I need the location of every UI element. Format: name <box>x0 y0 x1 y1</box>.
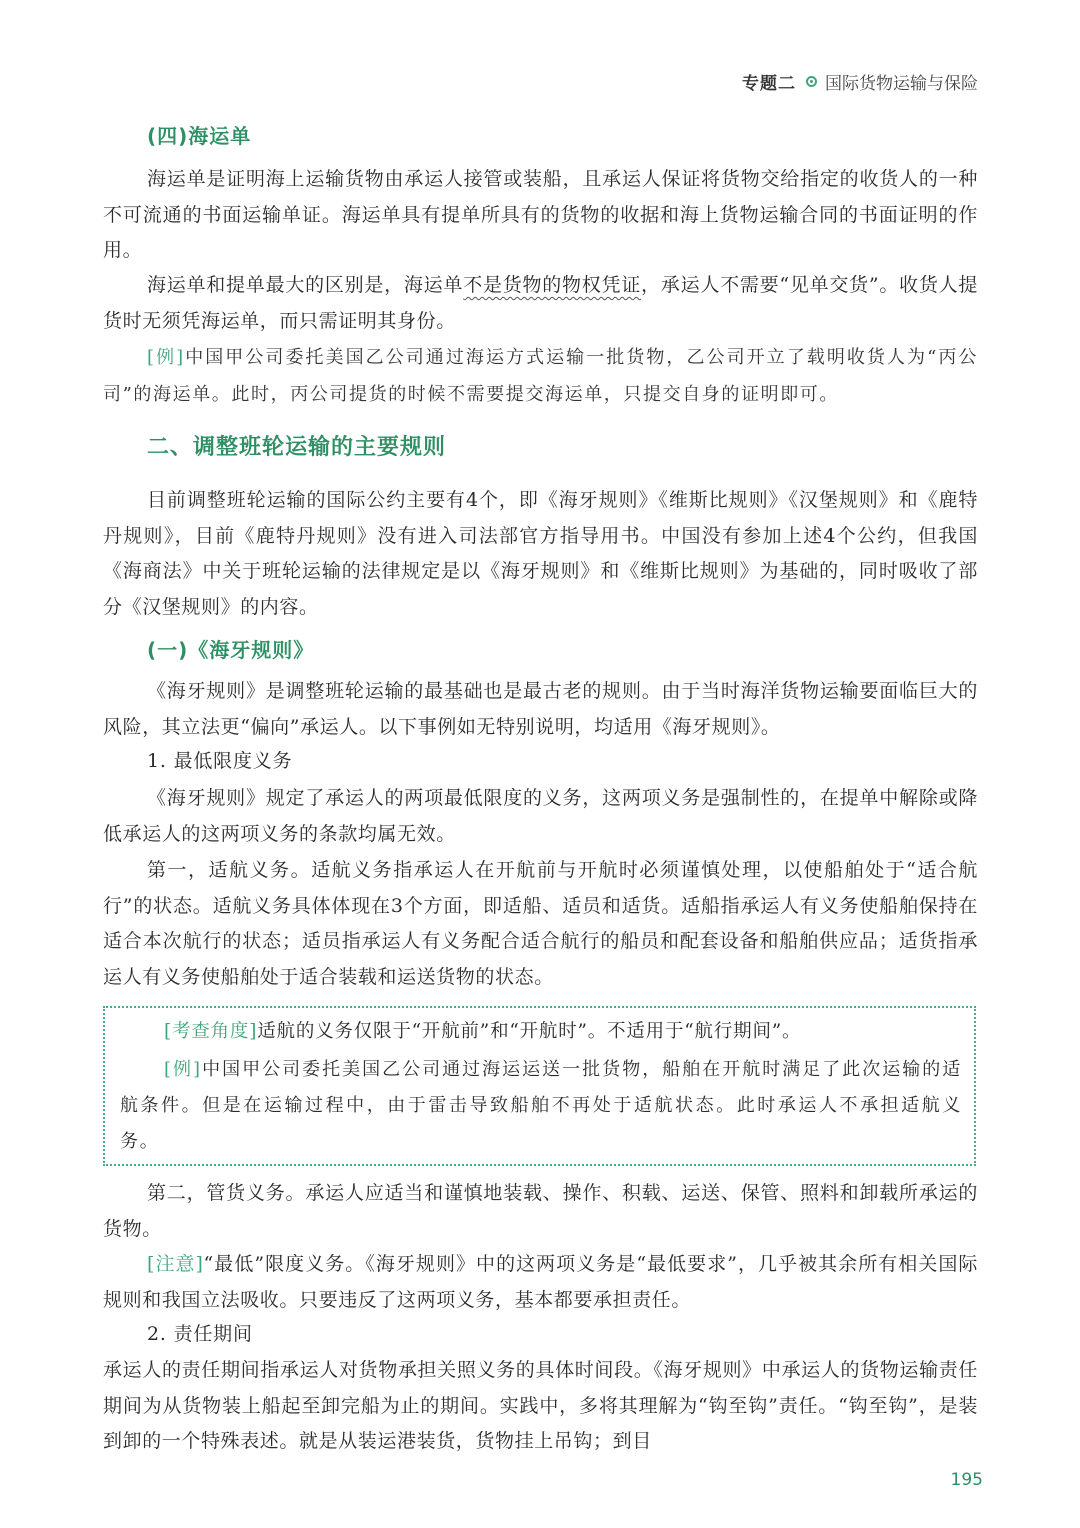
paragraph: 《海牙规则》规定了承运人的两项最低限度的义务，这两项义务是强制性的，在提单中解除或降低承运人的这两项义务的条款均属无效。 <box>103 787 978 845</box>
chapter-label: 专题二 <box>742 73 796 94</box>
running-header <box>742 66 978 96</box>
paragraph: 海运单是证明海上运输货物由承运人接管或装船，且承运人保证将货物交给指定的收货人的一种不可流通的书面运输单证。海运单具有提单所具有的货物的收据和海上货物运输合同的书面证明的作用。 <box>103 168 978 261</box>
box-example: [例]中国甲公司委托美国乙公司通过海运运送一批货物，船舶在开航时满足了此次运输的适航条件。但是在运输过程中，由于雷击导致船舶不再处于适航状态。此时承运人不承担适航义务。 <box>120 1059 962 1152</box>
numbered-item: 2. 责任期间 <box>147 1323 253 1345</box>
paragraph: 海运单和提单最大的区别是，海运单不是货物的物权凭证，承运人不需要“见单交货”。收货人提货时无须凭海运单，而只需证明其身份。 <box>103 274 979 332</box>
example-tag: [例] <box>164 1059 202 1080</box>
circle-bullet-icon <box>806 76 817 87</box>
part-heading: 二、调整班轮运输的主要规则 <box>147 435 447 460</box>
section-heading-sea-waybill: (四)海运单 <box>147 124 252 148</box>
note-tag: [注意] <box>147 1253 204 1275</box>
subsection-heading-hague-rules: (一)《海牙规则》 <box>147 638 315 662</box>
example-tag: [例] <box>147 347 185 368</box>
note-paragraph: [注意]“最低”限度义务。《海牙规则》中的这两项义务是“最低要求”，几乎被其余所有相关国际规则和我国立法吸收。只要违反了这两项义务，基本都要承担责任。 <box>103 1253 978 1311</box>
exam-point: [考查角度]适航的义务仅限于“开航前”和“开航时”。不适用于“航行期间”。 <box>164 1021 802 1042</box>
exam-point-tag: [考查角度] <box>164 1021 258 1042</box>
paragraph: 承运人的责任期间指承运人对货物承担关照义务的具体时间段。《海牙规则》中承运人的货物运输责任期间为从货物装上船起至卸完船为止的期间。实践中，多将其理解为“钩至钩”责任。“钩至钩”，是装到卸的一个特殊表述。就是从装运港装货，货物挂上吊钩；到目 <box>103 1359 978 1452</box>
paragraph: 第二，管货义务。承运人应适当和谨慎地装载、操作、积载、运送、保管、照料和卸载所承运的货物。 <box>103 1182 978 1240</box>
numbered-item: 1. 最低限度义务 <box>147 750 293 772</box>
emphasis-underline: 不是货物的物权凭证 <box>463 274 642 296</box>
paragraph: 《海牙规则》是调整班轮运输的最基础也是最古老的规则。由于当时海洋货物运输要面临巨大的风险，其立法更“偏向”承运人。以下事例如无特别说明，均适用《海牙规则》。 <box>103 680 978 738</box>
paragraph: 第一，适航义务。适航义务指承运人在开航前与开航时必须谨慎处理，以使船舶处于“适合航行”的状态。适航义务具体体现在3个方面，即适船、适员和适货。适船指承运人有义务使船舶保持在适合本次航行的状态；适员指承运人有义务配合适合航行的船员和配套设备和船舶供应品；适货指承运人有义务使船舶处于适合装载和运送货物的状态。 <box>103 859 978 988</box>
example-paragraph: [例]中国甲公司委托美国乙公司通过海运方式运输一批货物，乙公司开立了载明收货人为“丙公司”的海运单。此时，丙公司提货的时候不需要提交海运单，只提交自身的证明即可。 <box>103 347 978 405</box>
chapter-topic: 国际货物运输与保险 <box>825 73 978 94</box>
exam-point-box <box>103 1006 976 1166</box>
paragraph: 目前调整班轮运输的国际公约主要有4个，即《海牙规则》《维斯比规则》《汉堡规则》和《鹿特丹规则》，目前《鹿特丹规则》没有进入司法部官方指导用书。中国没有参加上述4个公约，但我国《海商法》中关于班轮运输的法律规定是以《海牙规则》和《维斯比规则》为基础的，同时吸收了部分《汉堡规则》的内容。 <box>103 489 978 618</box>
page-number: 195 <box>950 1470 983 1490</box>
